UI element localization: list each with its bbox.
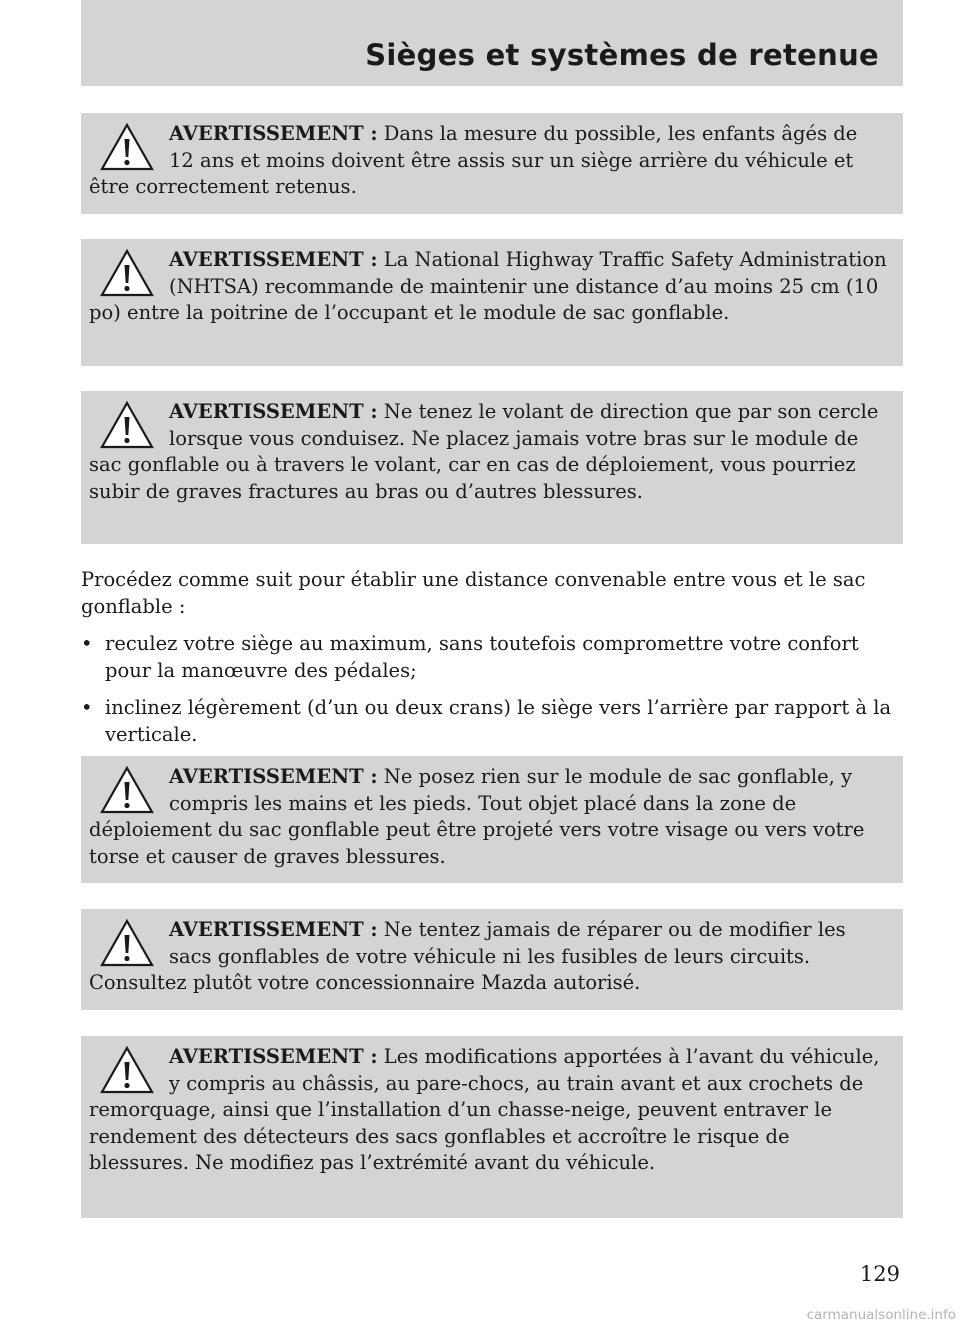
warning-text: Ne posez rien sur le module de sac gonflable, y compris les mains et les pieds. Tout objet placé dans la zone de déploiement du sac gonflable peut être projeté vers votre visage ou vers votre torse et causer de graves blessures.	[89, 765, 865, 868]
warning-box	[81, 1036, 903, 1218]
warning-text: Ne tenez le volant de direction que par son cercle lorsque vous conduisez. Ne placez jamais votre bras sur le module de sac gonflable ou à travers le volant, car en cas de déploiement, vous pourriez subir de graves fractures au bras ou d’autres blessures.	[89, 400, 879, 503]
bullet-list	[81, 631, 903, 748]
watermark: carmanualsonline.info	[806, 1307, 956, 1323]
warning-triangle-icon	[99, 122, 155, 172]
warning-label: AVERTISSEMENT :	[169, 765, 378, 788]
warning-triangle-icon	[99, 248, 155, 298]
warning-triangle-icon	[99, 918, 155, 968]
warning-text: Dans la mesure du possible, les enfants âgés de 12 ans et moins doivent être assis sur un siège arrière du véhicule et être correctement retenus.	[89, 122, 858, 198]
list-item-text: inclinez légèrement (d’un ou deux crans) le siège vers l’arrière par rapport à la verticale.	[105, 696, 892, 746]
warning-label: AVERTISSEMENT :	[169, 122, 378, 145]
warning-triangle-icon	[99, 765, 155, 815]
list-item	[81, 631, 903, 684]
warning-box	[81, 391, 903, 544]
bullet-dot: •	[81, 696, 93, 719]
warning-box	[81, 239, 903, 366]
intro-paragraph: Procédez comme suit pour établir une distance convenable entre vous et le sac gonflable :	[81, 568, 866, 618]
warning-text: Les modifications apportées à l’avant du véhicule, y compris au châssis, au pare-chocs, au train avant et aux crochets de remorquage, ainsi que l’installation d’un chasse-neige, peuvent entraver le rendement des détecteurs des sacs gonflables et accroître le risque de blessures. Ne modifiez pas l’extrémité avant du véhicule.	[89, 1045, 880, 1174]
page-header	[81, 0, 903, 86]
section-title: Sièges et systèmes de retenue	[365, 38, 879, 72]
warning-box	[81, 113, 903, 214]
warning-box	[81, 756, 903, 883]
bullet-dot: •	[81, 632, 93, 655]
list-item	[81, 695, 903, 748]
warning-label: AVERTISSEMENT :	[169, 248, 378, 271]
warning-text: La National Highway Traffic Safety Administration (NHTSA) recommande de maintenir une distance d’au moins 25 cm (10 po) entre la poitrine de l’occupant et le module de sac gonflable.	[89, 248, 887, 324]
warning-label: AVERTISSEMENT :	[169, 400, 378, 423]
warning-triangle-icon	[99, 1045, 155, 1095]
warning-label: AVERTISSEMENT :	[169, 918, 378, 941]
warning-text: Ne tentez jamais de réparer ou de modifier les sacs gonflables de votre véhicule ni les fusibles de leurs circuits. Consultez plutôt votre concessionnaire Mazda autorisé.	[89, 918, 846, 994]
warning-triangle-icon	[99, 400, 155, 450]
warning-label: AVERTISSEMENT :	[169, 1045, 378, 1068]
body-section	[81, 567, 903, 748]
list-item-text: reculez votre siège au maximum, sans toutefois compromettre votre confort pour la manœuvre des pédales;	[105, 632, 859, 682]
page-number: 129	[859, 1262, 900, 1286]
warning-box	[81, 909, 903, 1010]
